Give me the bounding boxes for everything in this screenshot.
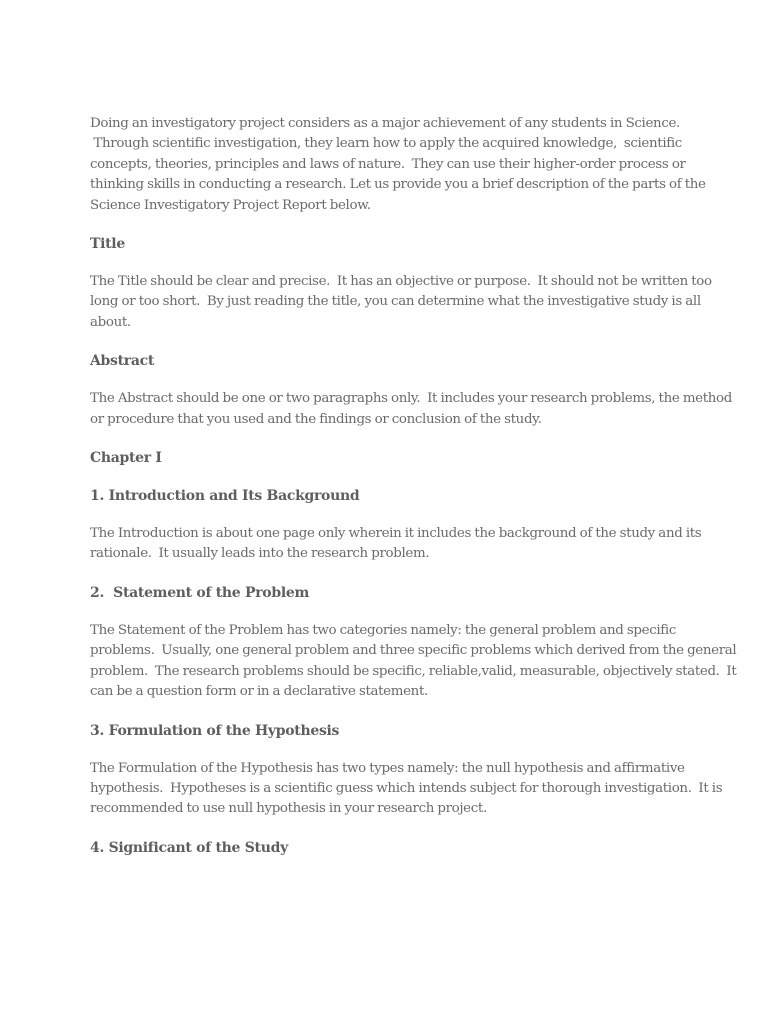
text-line: rationale. It usually leads into the research problem. (90, 546, 430, 562)
text-line: about. (90, 314, 131, 330)
title-paragraph (90, 272, 712, 333)
text-line: can be a question form or in a declarative statement. (90, 684, 428, 700)
statement-paragraph (90, 621, 737, 703)
text-line: Through scientific investigation, they learn how to apply the acquired knowledge, scientific (90, 136, 682, 152)
document-page (90, 114, 737, 858)
text-line: Science Investigatory Project Report below. (90, 197, 371, 213)
section-heading-introduction: 1. Introduction and Its Background (90, 488, 360, 505)
text-line: long or too short. By just reading the title, you can determine what the investigative study is all (90, 294, 701, 310)
text-line: thinking skills in conducting a research. Let us provide you a brief description of the parts of the (90, 177, 706, 193)
text-line: hypothesis. Hypotheses is a scientific guess which intends subject for thorough investigation. It is (90, 780, 723, 796)
text-line: problem. The research problems should be specific, reliable,valid, measurable, objectively stated. It (90, 663, 737, 679)
text-line: The Formulation of the Hypothesis has two types namely: the null hypothesis and affirmative (90, 760, 685, 776)
text-line: Doing an investigatory project considers as a major achievement of any students in Science. (90, 116, 680, 131)
text-line: problems. Usually, one general problem and three specific problems which derived from the general (90, 643, 737, 659)
section-heading-chapter-1: Chapter I (90, 450, 162, 467)
text-line: The Introduction is about one page only wherein it includes the background of the study and its (90, 526, 702, 542)
intro-paragraph (90, 114, 706, 216)
text-line: concepts, theories, principles and laws of nature. They can use their higher-order process or (90, 156, 686, 172)
text-line: The Statement of the Problem has two categories namely: the general problem and specific (90, 622, 676, 638)
section-heading-significance: 4. Significant of the Study (90, 839, 288, 856)
section-heading-hypothesis: 3. Formulation of the Hypothesis (90, 722, 340, 739)
abstract-paragraph (90, 389, 732, 430)
section-heading-title: Title (90, 236, 125, 253)
text-line: The Title should be clear and precise. It has an objective or purpose. It should not be written too (90, 274, 712, 290)
text-line: recommended to use null hypothesis in your research project. (90, 801, 487, 817)
introduction-paragraph (90, 524, 702, 565)
text-line: The Abstract should be one or two paragraphs only. It includes your research problems, the method (90, 391, 732, 407)
section-heading-abstract: Abstract (90, 353, 155, 370)
hypothesis-paragraph (90, 759, 723, 820)
section-heading-statement-of-problem: 2. Statement of the Problem (90, 584, 309, 601)
text-line: or procedure that you used and the findings or conclusion of the study. (90, 411, 542, 427)
